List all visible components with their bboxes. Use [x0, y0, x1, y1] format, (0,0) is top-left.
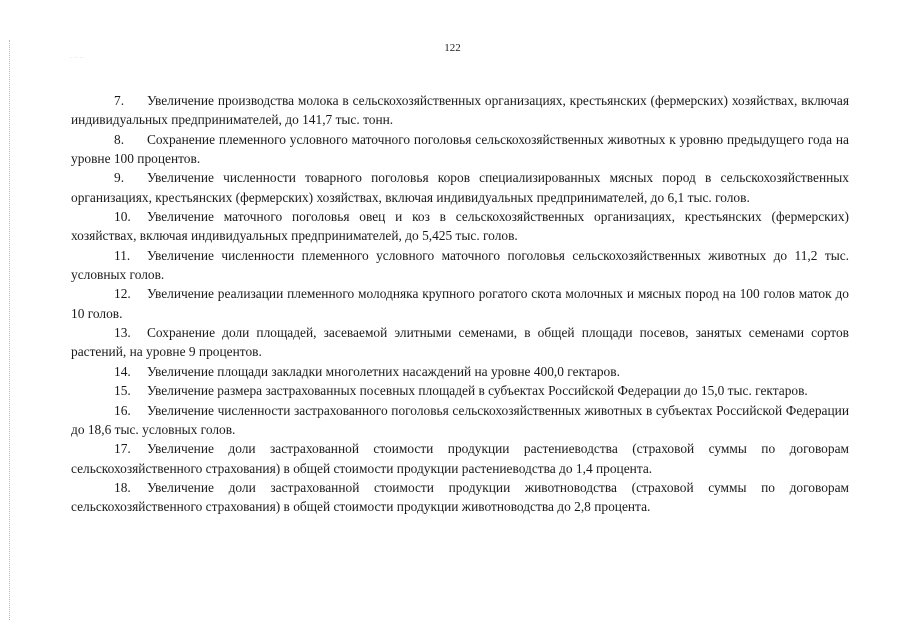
- item-text: Увеличение реализации племенного молодняка крупного рогатого скота молочных и мясных пород на 100 голов маток до 10 голов.: [71, 286, 849, 321]
- item-text: Увеличение доли застрахованной стоимости продукции растениеводства (страховой суммы по договорам сельскохозяйственного страхования) в общей стоимости продукции растениеводства до 1,4 процента.: [71, 441, 849, 476]
- item-text: Увеличение численности товарного поголовья коров специализированных мясных пород в сельскохозяйственных организациях, крестьянских (фермерских) хозяйствах, включая индивидуальных предпринимателей, до 6,1 тыс. голов.: [71, 170, 849, 205]
- list-item: [71, 323, 849, 362]
- item-number: 12.: [114, 286, 131, 302]
- page-number: 122: [444, 42, 461, 54]
- item-number: 17.: [114, 441, 131, 457]
- item-text: Увеличение численности застрахованного поголовья сельскохозяйственных животных в субъектах Российской Федерации до 18,6 тыс. условных голов.: [71, 402, 849, 437]
- corner-mark: · ·· ··: [70, 56, 85, 61]
- item-number: 8.: [114, 131, 125, 147]
- list-item: [71, 362, 849, 381]
- list-item: [71, 168, 849, 207]
- document-body: [71, 91, 849, 517]
- item-number: 7.: [114, 93, 125, 108]
- item-text: Увеличение производства молока в сельскохозяйственных организациях, крестьянских (фермерских) хозяйствах, включая индивидуальных предпринимателей, до 141,7 тыс. тонн.: [71, 93, 849, 128]
- item-number: 14.: [114, 363, 131, 379]
- list-item: [71, 246, 849, 285]
- list-item: [71, 207, 849, 246]
- item-number: 13.: [114, 325, 131, 341]
- list-item: [71, 401, 849, 440]
- item-text: Увеличение размера застрахованных посевных площадей в субъектах Российской Федерации до 15,0 тыс. гектаров.: [147, 383, 808, 399]
- item-text: Увеличение маточного поголовья овец и коз в сельскохозяйственных организациях, крестьянских (фермерских) хозяйствах, включая индивидуальных предпринимателей, до 5,425 тыс. голов.: [71, 209, 849, 244]
- item-number: 18.: [114, 479, 131, 495]
- item-text: Увеличение площади закладки многолетних насаждений на уровне 400,0 гектаров.: [147, 363, 620, 379]
- item-text: Сохранение племенного условного маточного поголовья сельскохозяйственных животных к уровню предыдущего года на уровне 100 процентов.: [71, 131, 849, 167]
- item-number: 11.: [114, 247, 131, 263]
- list-item: [71, 478, 849, 517]
- list-item: [71, 130, 849, 169]
- list-item: [71, 439, 849, 478]
- list-item: [71, 381, 849, 400]
- item-text: Сохранение доли площадей, засеваемой элитными семенами, в общей площади посевов, занятых семенами сортов растений, на уровне 9 процентов.: [71, 325, 849, 360]
- list-item: [71, 284, 849, 323]
- item-text: Увеличение численности племенного условного маточного поголовья сельскохозяйственных животных до 11,2 тыс. условных голов.: [71, 247, 849, 283]
- item-number: 10.: [114, 209, 131, 225]
- item-text: Увеличение доли застрахованной стоимости продукции животноводства (страховой суммы по договорам сельскохозяйственного страхования) в общей стоимости продукции животноводства до 2,8 процента.: [71, 479, 849, 515]
- item-number: 16.: [114, 402, 131, 418]
- item-number: 15.: [114, 383, 131, 399]
- list-item: [71, 91, 849, 130]
- item-number: 9.: [114, 170, 125, 186]
- left-margin-dotted-line: [9, 40, 11, 620]
